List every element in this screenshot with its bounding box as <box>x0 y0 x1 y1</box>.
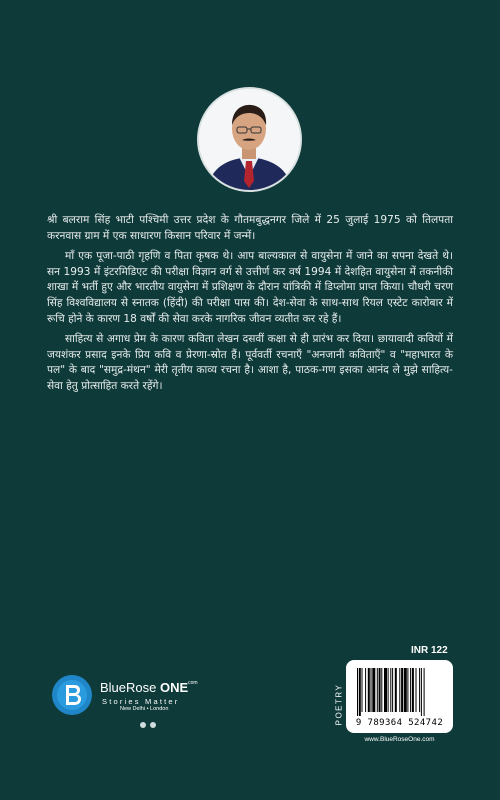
publisher-website: www.BlueRoseOne.com <box>364 736 435 743</box>
genre-text: POETRY <box>334 683 344 726</box>
author-bio <box>47 213 453 400</box>
social-icons <box>140 713 174 721</box>
barcode-graphic <box>355 668 445 716</box>
facebook-icon <box>150 722 156 728</box>
publisher-name-accent: ONE <box>159 680 189 695</box>
price-label: INR 122 <box>411 645 448 656</box>
genre-label <box>330 672 342 742</box>
publisher-name-main: BlueRose <box>100 680 160 695</box>
bio-paragraph-3: साहित्य से अगाध प्रेम के कारण कविता लेखन दसवीं कक्षा से ही प्रारंभ कर दिया। छायावादी कवियों में जयशंकर प्रसाद इनके प्रिय कवि व प्रेरणा-स्रोत हैं। पूर्ववर्ती रचनाएँ "अनजानी कविताएँ" व "महाभारत के पल" के बाद "समुद्र-मंथन" मेरी तृतीय काव्य रचना है। आशा है, पाठक-गण इसका आनंद ले मुझे साहित्य-सेवा हेतु प्रोत्साहित करते रहेंगे। <box>47 333 453 392</box>
isbn-barcode <box>346 660 453 733</box>
instagram-icon <box>140 722 146 728</box>
publisher-name <box>100 680 198 695</box>
publisher-locations: New Delhi • London <box>120 706 169 712</box>
isbn-digits: 9 789364 524742 <box>355 718 444 728</box>
bluerose-logo-icon <box>51 674 93 716</box>
publisher-tagline: Stories Matter <box>102 697 180 706</box>
author-photo <box>199 89 300 190</box>
bio-paragraph-2: माँ एक पूजा-पाठी गृहणि व पिता कृषक थे। आप बाल्यकाल से वायुसेना में जाने का सपना देखते थे। सन 1993 में इंटरमिडिएट की परीक्षा विज्ञान वर्ग से उत्तीर्ण कर वर्ष 1994 में देशहित वायुसेना में तकनीकी शाखा में भर्ती हुए और भारतीय वायुसेना में प्रशिक्षण के दौरान यांत्रिकी में डिप्लोमा प्राप्त किया। चौधरी चरण सिंह विश्वविद्यालय से स्नातक (हिंदी) की परीक्षा पास की। देश-सेवा के साथ-साथ रियल एस्टेट कारोबार में रूचि होने के कारण 18 वर्षों की सेवा करके नागरिक जीवन व्यतीत कर रहे हैं। <box>47 250 453 325</box>
publisher-name-sup: com <box>188 680 198 686</box>
bio-paragraph-1: श्री बलराम सिंह भाटी पश्चिमी उत्तर प्रदेश के गौतमबुद्धनगर जिले में 25 जुलाई 1975 को तिलपता करनवास ग्राम में एक साधारण किसान परिवार में जन्में। <box>47 214 453 242</box>
